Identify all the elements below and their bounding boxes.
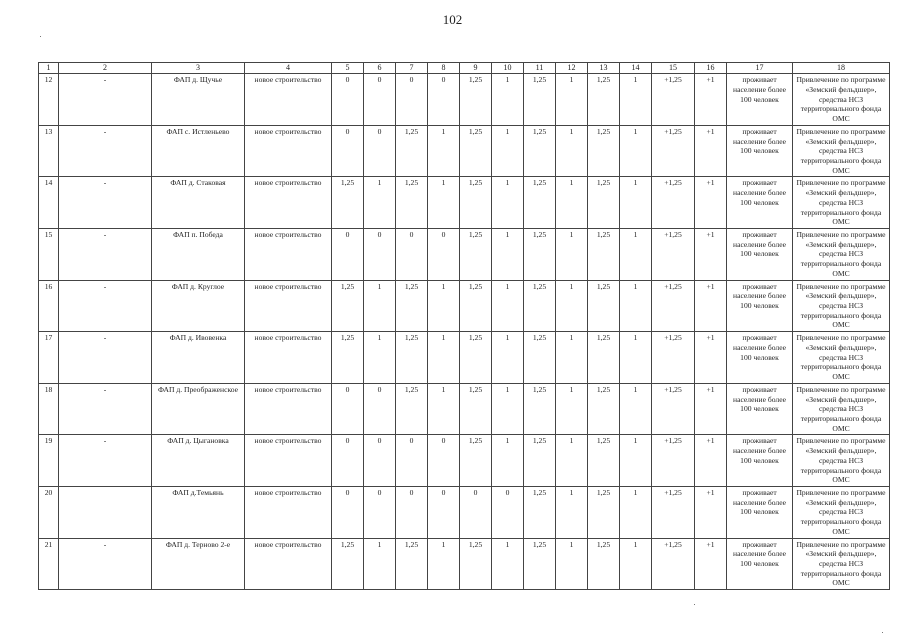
cell-col-11: 1,25 <box>524 332 556 384</box>
cell-col-6: 0 <box>364 383 396 435</box>
cell-col-10: 1 <box>492 177 524 229</box>
cell-col-13: 1,25 <box>588 332 620 384</box>
cell-col-8: 0 <box>428 74 460 126</box>
cell-col-10: 0 <box>492 486 524 538</box>
cell-col-16: +1 <box>695 125 727 177</box>
cell-col-12: 1 <box>556 125 588 177</box>
cell-col-2: - <box>59 280 152 332</box>
cell-col-10: 1 <box>492 383 524 435</box>
page-number: 102 <box>442 12 463 27</box>
table-row <box>39 538 890 590</box>
reason-cell: проживает население более 100 человек <box>727 332 793 384</box>
table-body <box>39 74 890 590</box>
column-header-18: 18 <box>793 63 890 74</box>
cell-col-14: 1 <box>620 435 652 487</box>
cell-col-16: +1 <box>695 435 727 487</box>
cell-col-16: +1 <box>695 486 727 538</box>
row-number: 21 <box>39 538 59 590</box>
row-number: 20 <box>39 486 59 538</box>
cell-col-8: 0 <box>428 229 460 281</box>
cell-col-12: 1 <box>556 332 588 384</box>
cell-col-9: 1,25 <box>460 177 492 229</box>
facility-name: ФАП д. Щучье <box>152 74 245 126</box>
funding-source-cell: Привлечение по программе «Земский фельдшер», средства НСЗ территориального фонда ОМС <box>793 332 890 384</box>
cell-col-11: 1,25 <box>524 383 556 435</box>
construction-type: новое строительство <box>245 177 332 229</box>
cell-col-6: 1 <box>364 280 396 332</box>
cell-col-14: 1 <box>620 74 652 126</box>
cell-col-9: 1,25 <box>460 435 492 487</box>
facility-name: ФАП д. Ивовенка <box>152 332 245 384</box>
cell-col-15: +1,25 <box>652 280 695 332</box>
funding-source-cell: Привлечение по программе «Земский фельдшер», средства НСЗ территориального фонда ОМС <box>793 177 890 229</box>
cell-col-13: 1,25 <box>588 229 620 281</box>
cell-col-14: 1 <box>620 177 652 229</box>
column-header-16: 16 <box>695 63 727 74</box>
scan-speck <box>40 36 41 37</box>
cell-col-7: 0 <box>396 229 428 281</box>
cell-col-14: 1 <box>620 383 652 435</box>
cell-col-5: 0 <box>332 435 364 487</box>
cell-col-6: 0 <box>364 435 396 487</box>
cell-col-15: +1,25 <box>652 538 695 590</box>
cell-col-5: 0 <box>332 486 364 538</box>
cell-col-15: +1,25 <box>652 74 695 126</box>
cell-col-11: 1,25 <box>524 538 556 590</box>
facility-name: ФАП д. Преображенское <box>152 383 245 435</box>
cell-col-13: 1,25 <box>588 125 620 177</box>
cell-col-16: +1 <box>695 229 727 281</box>
cell-col-16: +1 <box>695 280 727 332</box>
cell-col-16: +1 <box>695 177 727 229</box>
reason-cell: проживает население более 100 человек <box>727 486 793 538</box>
cell-col-7: 0 <box>396 74 428 126</box>
facility-name: ФАП д. Стаковая <box>152 177 245 229</box>
cell-col-8: 1 <box>428 177 460 229</box>
reason-cell: проживает население более 100 человек <box>727 74 793 126</box>
column-header-10: 10 <box>492 63 524 74</box>
cell-col-2: - <box>59 435 152 487</box>
cell-col-13: 1,25 <box>588 177 620 229</box>
cell-col-13: 1,25 <box>588 435 620 487</box>
cell-col-15: +1,25 <box>652 177 695 229</box>
cell-col-9: 1,25 <box>460 125 492 177</box>
cell-col-15: +1,25 <box>652 332 695 384</box>
table-row <box>39 229 890 281</box>
cell-col-6: 0 <box>364 74 396 126</box>
facility-name: ФАП с. Истленьево <box>152 125 245 177</box>
facility-name: ФАП д. Круглое <box>152 280 245 332</box>
column-header-3: 3 <box>152 63 245 74</box>
cell-col-13: 1,25 <box>588 538 620 590</box>
table-row <box>39 177 890 229</box>
cell-col-6: 1 <box>364 332 396 384</box>
cell-col-16: +1 <box>695 538 727 590</box>
reason-cell: проживает население более 100 человек <box>727 435 793 487</box>
cell-col-15: +1,25 <box>652 383 695 435</box>
cell-col-2: - <box>59 125 152 177</box>
construction-type: новое строительство <box>245 383 332 435</box>
cell-col-9: 0 <box>460 486 492 538</box>
cell-col-9: 1,25 <box>460 332 492 384</box>
table-row <box>39 383 890 435</box>
cell-col-11: 1,25 <box>524 177 556 229</box>
row-number: 17 <box>39 332 59 384</box>
column-header-1: 1 <box>39 63 59 74</box>
reason-cell: проживает население более 100 человек <box>727 229 793 281</box>
funding-source-cell: Привлечение по программе «Земский фельдшер», средства НСЗ территориального фонда ОМС <box>793 486 890 538</box>
cell-col-14: 1 <box>620 332 652 384</box>
construction-type: новое строительство <box>245 125 332 177</box>
cell-col-8: 1 <box>428 332 460 384</box>
column-header-6: 6 <box>364 63 396 74</box>
cell-col-2: - <box>59 74 152 126</box>
funding-source-cell: Привлечение по программе «Земский фельдшер», средства НСЗ территориального фонда ОМС <box>793 229 890 281</box>
cell-col-7: 1,25 <box>396 177 428 229</box>
row-number: 16 <box>39 280 59 332</box>
cell-col-7: 1,25 <box>396 125 428 177</box>
cell-col-14: 1 <box>620 229 652 281</box>
cell-col-7: 1,25 <box>396 538 428 590</box>
column-header-9: 9 <box>460 63 492 74</box>
cell-col-15: +1,25 <box>652 486 695 538</box>
column-header-14: 14 <box>620 63 652 74</box>
funding-source-cell: Привлечение по программе «Земский фельдшер», средства НСЗ территориального фонда ОМС <box>793 435 890 487</box>
column-header-17: 17 <box>727 63 793 74</box>
cell-col-2 <box>59 486 152 538</box>
cell-col-14: 1 <box>620 125 652 177</box>
table-row <box>39 74 890 126</box>
cell-col-5: 1,25 <box>332 280 364 332</box>
row-number: 18 <box>39 383 59 435</box>
cell-col-9: 1,25 <box>460 538 492 590</box>
facility-name: ФАП д.Темьянь <box>152 486 245 538</box>
cell-col-16: +1 <box>695 74 727 126</box>
row-number: 12 <box>39 74 59 126</box>
cell-col-6: 0 <box>364 229 396 281</box>
cell-col-12: 1 <box>556 74 588 126</box>
funding-source-cell: Привлечение по программе «Земский фельдшер», средства НСЗ территориального фонда ОМС <box>793 383 890 435</box>
cell-col-2: - <box>59 229 152 281</box>
cell-col-12: 1 <box>556 383 588 435</box>
cell-col-11: 1,25 <box>524 435 556 487</box>
row-number: 15 <box>39 229 59 281</box>
cell-col-15: +1,25 <box>652 125 695 177</box>
cell-col-12: 1 <box>556 280 588 332</box>
data-table <box>38 62 890 590</box>
cell-col-7: 1,25 <box>396 332 428 384</box>
funding-source-cell: Привлечение по программе «Земский фельдшер», средства НСЗ территориального фонда ОМС <box>793 538 890 590</box>
cell-col-10: 1 <box>492 332 524 384</box>
cell-col-6: 0 <box>364 125 396 177</box>
cell-col-8: 1 <box>428 383 460 435</box>
cell-col-5: 0 <box>332 125 364 177</box>
column-header-7: 7 <box>396 63 428 74</box>
funding-source-cell: Привлечение по программе «Земский фельдшер», средства НСЗ территориального фонда ОМС <box>793 280 890 332</box>
column-header-2: 2 <box>59 63 152 74</box>
cell-col-16: +1 <box>695 383 727 435</box>
cell-col-8: 1 <box>428 538 460 590</box>
reason-cell: проживает население более 100 человек <box>727 280 793 332</box>
cell-col-7: 0 <box>396 486 428 538</box>
column-header-5: 5 <box>332 63 364 74</box>
cell-col-10: 1 <box>492 538 524 590</box>
cell-col-10: 1 <box>492 125 524 177</box>
cell-col-8: 1 <box>428 125 460 177</box>
scan-speck <box>694 604 695 605</box>
funding-source-cell: Привлечение по программе «Земский фельдшер», средства НСЗ территориального фонда ОМС <box>793 125 890 177</box>
cell-col-12: 1 <box>556 177 588 229</box>
cell-col-14: 1 <box>620 280 652 332</box>
cell-col-11: 1,25 <box>524 74 556 126</box>
column-header-15: 15 <box>652 63 695 74</box>
cell-col-12: 1 <box>556 435 588 487</box>
construction-type: новое строительство <box>245 280 332 332</box>
table-row <box>39 486 890 538</box>
column-header-8: 8 <box>428 63 460 74</box>
reason-cell: проживает население более 100 человек <box>727 177 793 229</box>
header-row <box>39 63 890 74</box>
facility-name: ФАП д. Терново 2-е <box>152 538 245 590</box>
facility-name: ФАП д. Цыгановка <box>152 435 245 487</box>
cell-col-14: 1 <box>620 486 652 538</box>
cell-col-5: 1,25 <box>332 177 364 229</box>
reason-cell: проживает население более 100 человек <box>727 538 793 590</box>
cell-col-13: 1,25 <box>588 383 620 435</box>
cell-col-5: 0 <box>332 383 364 435</box>
reason-cell: проживает население более 100 человек <box>727 383 793 435</box>
cell-col-9: 1,25 <box>460 383 492 435</box>
column-header-13: 13 <box>588 63 620 74</box>
construction-type: новое строительство <box>245 229 332 281</box>
construction-type: новое строительство <box>245 435 332 487</box>
construction-type: новое строительство <box>245 538 332 590</box>
cell-col-9: 1,25 <box>460 74 492 126</box>
table-row <box>39 435 890 487</box>
cell-col-10: 1 <box>492 435 524 487</box>
cell-col-14: 1 <box>620 538 652 590</box>
cell-col-8: 1 <box>428 280 460 332</box>
cell-col-9: 1,25 <box>460 229 492 281</box>
table-row <box>39 125 890 177</box>
column-header-12: 12 <box>556 63 588 74</box>
cell-col-13: 1,25 <box>588 74 620 126</box>
cell-col-6: 0 <box>364 486 396 538</box>
cell-col-6: 1 <box>364 177 396 229</box>
cell-col-11: 1,25 <box>524 125 556 177</box>
cell-col-16: +1 <box>695 332 727 384</box>
row-number: 19 <box>39 435 59 487</box>
cell-col-11: 1,25 <box>524 280 556 332</box>
cell-col-10: 1 <box>492 229 524 281</box>
cell-col-9: 1,25 <box>460 280 492 332</box>
cell-col-5: 1,25 <box>332 332 364 384</box>
scan-speck <box>882 632 883 633</box>
reason-cell: проживает население более 100 человек <box>727 125 793 177</box>
row-number: 13 <box>39 125 59 177</box>
cell-col-10: 1 <box>492 74 524 126</box>
cell-col-5: 0 <box>332 229 364 281</box>
construction-type: новое строительство <box>245 74 332 126</box>
cell-col-11: 1,25 <box>524 229 556 281</box>
cell-col-12: 1 <box>556 229 588 281</box>
cell-col-2: - <box>59 332 152 384</box>
cell-col-12: 1 <box>556 486 588 538</box>
cell-col-10: 1 <box>492 280 524 332</box>
cell-col-13: 1,25 <box>588 280 620 332</box>
cell-col-15: +1,25 <box>652 435 695 487</box>
cell-col-2: - <box>59 177 152 229</box>
construction-type: новое строительство <box>245 332 332 384</box>
cell-col-5: 1,25 <box>332 538 364 590</box>
cell-col-15: +1,25 <box>652 229 695 281</box>
cell-col-12: 1 <box>556 538 588 590</box>
cell-col-13: 1,25 <box>588 486 620 538</box>
cell-col-2: - <box>59 383 152 435</box>
cell-col-7: 1,25 <box>396 280 428 332</box>
table-row <box>39 280 890 332</box>
cell-col-2: - <box>59 538 152 590</box>
row-number: 14 <box>39 177 59 229</box>
cell-col-8: 0 <box>428 486 460 538</box>
cell-col-7: 0 <box>396 435 428 487</box>
cell-col-8: 0 <box>428 435 460 487</box>
cell-col-6: 1 <box>364 538 396 590</box>
cell-col-5: 0 <box>332 74 364 126</box>
construction-type: новое строительство <box>245 486 332 538</box>
column-header-11: 11 <box>524 63 556 74</box>
cell-col-11: 1,25 <box>524 486 556 538</box>
column-header-4: 4 <box>245 63 332 74</box>
funding-source-cell: Привлечение по программе «Земский фельдшер», средства НСЗ территориального фонда ОМС <box>793 74 890 126</box>
facility-name: ФАП п. Победа <box>152 229 245 281</box>
table-row <box>39 332 890 384</box>
cell-col-7: 1,25 <box>396 383 428 435</box>
